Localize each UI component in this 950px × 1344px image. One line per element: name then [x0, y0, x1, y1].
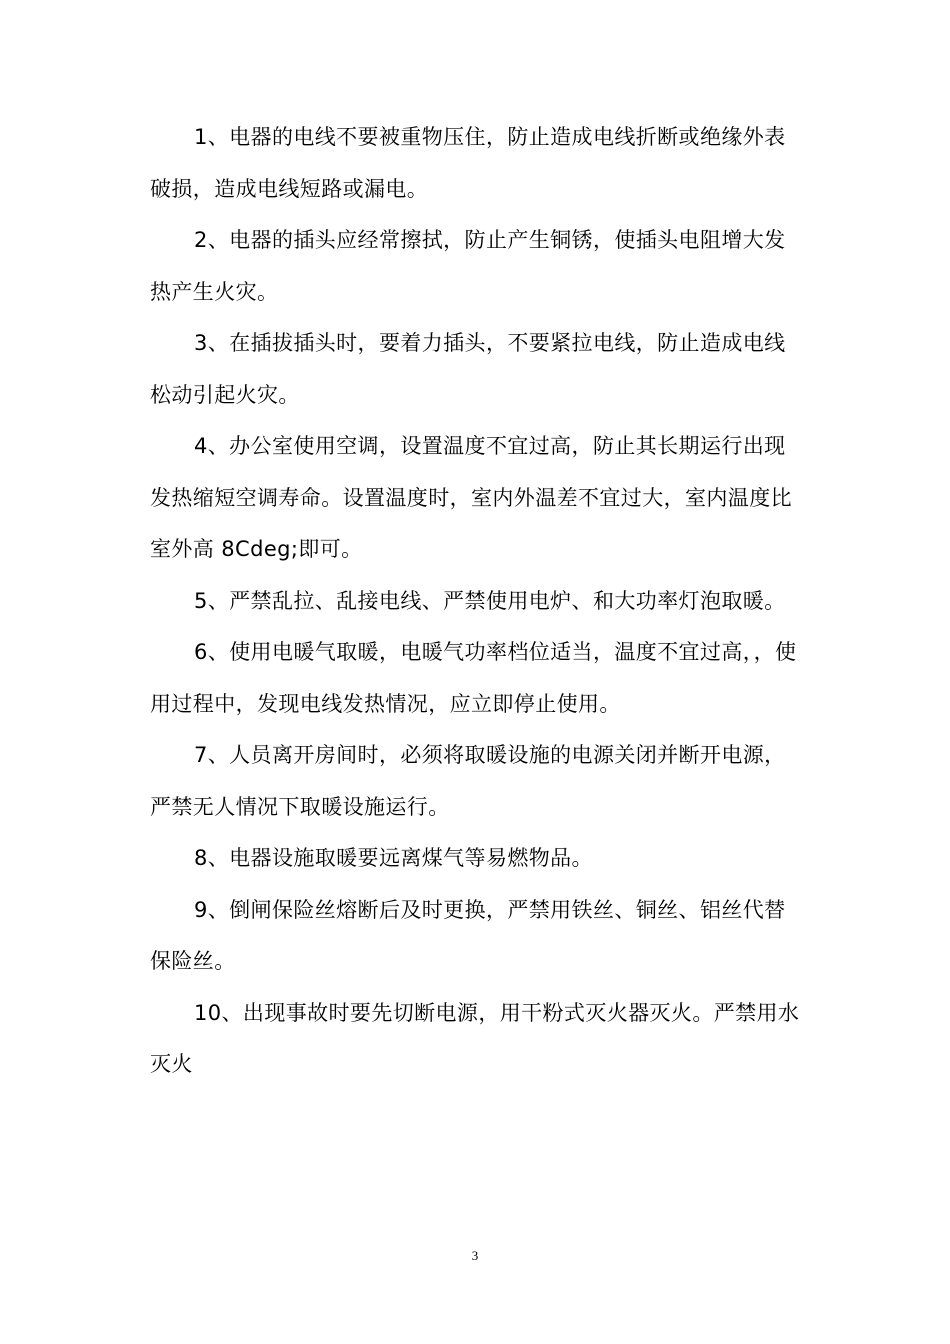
paragraph-3: 3、在插拔插头时，要着力插头，不要紧拉电线，防止造成电线松动引起火灾。	[150, 331, 786, 407]
paragraph-7: 7、人员离开房间时，必须将取暖设施的电源关闭并断开电源，严禁无人情况下取暖设施运行。	[150, 743, 786, 819]
paragraph-4: 4、办公室使用空调，设置温度不宜过高，防止其长期运行出现发热缩短空调寿命。设置温度时，室内外温差不宜过大，室内温度比室外高 8Cdeg;即可。	[150, 434, 792, 561]
paragraph-9: 9、倒闸保险丝熔断后及时更换，严禁用铁丝、铜丝、铝丝代替保险丝。	[150, 897, 786, 973]
paragraph-6: 6、使用电暖气取暖，电暖气功率档位适当，温度不宜过高，，使用过程中，发现电线发热情况，应立即停止使用。	[150, 640, 797, 716]
paragraph-2: 2、电器的插头应经常擦拭，防止产生铜锈，使插头电阻增大发热产生火灾。	[150, 228, 786, 304]
paragraph-8: 8、电器设施取暖要远离煤气等易燃物品。	[194, 846, 593, 870]
page-number: 3	[471, 1248, 479, 1263]
paragraph-10: 10、出现事故时要先切断电源，用干粉式灭火器灭火。严禁用水灭火	[150, 1000, 800, 1076]
paragraph-1: 1、电器的电线不要被重物压住，防止造成电线折断或绝缘外表破损，造成电线短路或漏电。	[150, 125, 786, 201]
document-body	[150, 112, 802, 1091]
paragraph-5: 5、严禁乱拉、乱接电线、严禁使用电炉、和大功率灯泡取暖。	[194, 588, 786, 613]
